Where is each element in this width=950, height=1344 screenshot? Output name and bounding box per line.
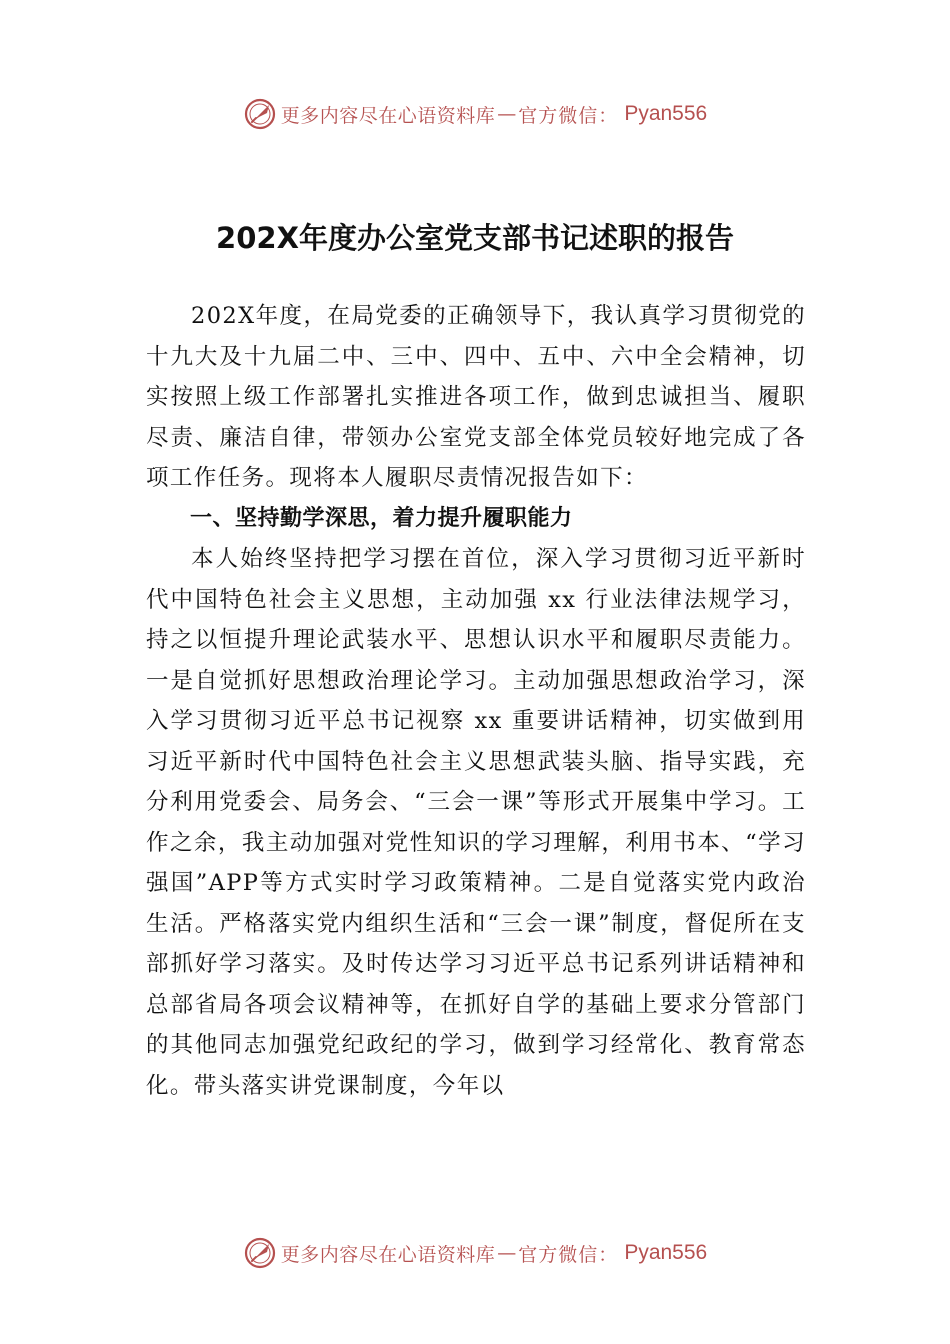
- document-title: 202X年度办公室党支部书记述职的报告: [216, 221, 734, 255]
- document-body: [146, 296, 806, 1106]
- watermark-wechat-id: Pyan556: [624, 102, 708, 125]
- watermark-dash: —: [497, 103, 517, 125]
- watermark-wechat-label: 官方微信：: [518, 1243, 619, 1266]
- watermark-dash: —: [497, 1242, 517, 1264]
- quill-seal-icon: [243, 97, 277, 131]
- watermark-wechat-id: Pyan556: [624, 1241, 708, 1264]
- watermark-wechat-label: 官方微信：: [518, 104, 619, 127]
- section-heading: 一、坚持勤学深思，着力提升履职能力: [190, 505, 573, 531]
- quill-seal-icon: [243, 1236, 277, 1270]
- section-paragraph: 本人始终坚持把学习摆在首位，深入学习贯彻习近平新时代中国特色社会主义思想，主动加强 xx 行业法律法规学习，持之以恒提升理论武装水平、思想认识水平和履职尽责能力。一是自觉抓好思想政治理论学习。主动加强思想政治学习，深入学习贯彻习近平总书记视察 xx 重要讲话精神，切实做到用习近平新时代中国特色社会主义思想武装头脑、指导实践，充分利用党委会、局务会、“三会一课”等形式开展集中学习。工作之余，我主动加强对党性知识的学习理解，利用书本、“学习强国”APP等方式实时学习政策精神。二是自觉落实党内政治生活。严格落实党内组织生活和“三会一课”制度，督促所在支部抓好学习落实。及时传达学习习近平总书记系列讲话精神和总部省局各项会议精神等，在抓好自学的基础上要求分管部门的其他同志加强党纪政纪的学习，做到学习经常化、教育常态化。带头落实讲党课制度，今年以: [146, 546, 806, 1099]
- watermark-banner-top: [0, 92, 950, 136]
- intro-paragraph: 202X年度，在局党委的正确领导下，我认真学习贯彻党的十九大及十九届二中、三中、四中、五中、六中全会精神，切实按照上级工作部署扎实推进各项工作，做到忠诚担当、履职尽责、廉洁自律，带领办公室党支部全体党员较好地完成了各项工作任务。现将本人履职尽责情况报告如下：: [146, 303, 806, 491]
- watermark-banner-bottom: [0, 1231, 950, 1275]
- watermark-text: 更多内容尽在心语资料库: [280, 1243, 496, 1266]
- watermark-text: 更多内容尽在心语资料库: [280, 104, 496, 127]
